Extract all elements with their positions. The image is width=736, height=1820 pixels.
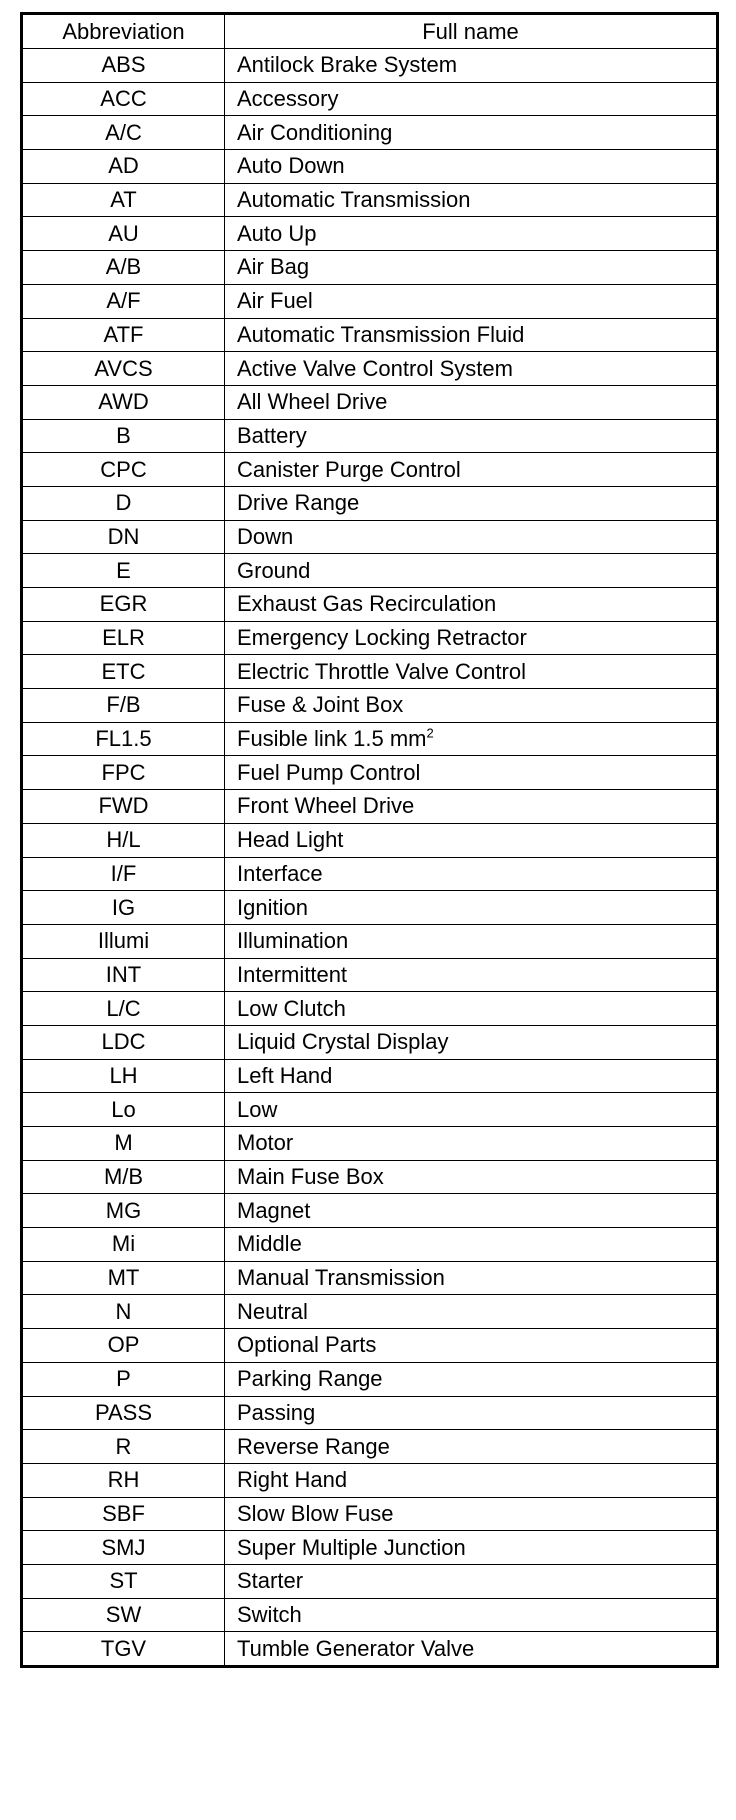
full-name-cell	[225, 722, 718, 756]
full-name-text: Switch	[237, 1601, 302, 1627]
table-row	[22, 520, 718, 554]
full-name-cell	[225, 419, 718, 453]
table-row	[22, 554, 718, 588]
table-row	[22, 588, 718, 622]
table-row	[22, 1059, 718, 1093]
full-name-text: Fuel Pump Control	[237, 759, 421, 785]
table-row	[22, 1463, 718, 1497]
full-name-text: Ignition	[237, 894, 308, 920]
full-name-cell	[225, 116, 718, 150]
full-name-text: Optional Parts	[237, 1332, 377, 1358]
full-name-cell	[225, 1261, 718, 1295]
table-row	[22, 49, 718, 83]
table-row	[22, 1531, 718, 1565]
full-name-cell	[225, 1059, 718, 1093]
table-row	[22, 924, 718, 958]
table-row	[22, 318, 718, 352]
full-name-text: Super Multiple Junction	[237, 1534, 466, 1560]
full-name-cell	[225, 1430, 718, 1464]
full-name-text: Fusible link 1.5 mm	[237, 726, 427, 752]
full-name-text: Passing	[237, 1399, 316, 1425]
full-name-cell	[225, 1632, 718, 1667]
abbreviation-cell: CPC	[22, 453, 225, 487]
full-name-cell	[225, 689, 718, 723]
table-row	[22, 150, 718, 184]
abbreviation-cell: SMJ	[22, 1531, 225, 1565]
full-name-text: Drive Range	[237, 490, 360, 516]
table-row	[22, 1362, 718, 1396]
full-name-text: Electric Throttle Valve Control	[237, 658, 526, 684]
abbreviation-cell: TGV	[22, 1632, 225, 1667]
full-name-cell	[225, 318, 718, 352]
full-name-cell	[225, 385, 718, 419]
table-row	[22, 689, 718, 723]
full-name-cell	[225, 790, 718, 824]
full-name-text: Auto Down	[237, 153, 345, 179]
abbreviation-cell: D	[22, 486, 225, 520]
full-name-cell	[225, 1329, 718, 1363]
full-name-text: Right Hand	[237, 1467, 348, 1493]
full-name-cell	[225, 554, 718, 588]
abbreviation-cell: ACC	[22, 82, 225, 116]
full-name-cell	[225, 857, 718, 891]
full-name-cell	[225, 352, 718, 386]
abbreviation-cell: H/L	[22, 823, 225, 857]
full-name-cell	[225, 183, 718, 217]
full-name-text: Accessory	[237, 86, 339, 112]
table-row	[22, 992, 718, 1026]
table-row	[22, 1261, 718, 1295]
full-name-text: Intermittent	[237, 961, 348, 987]
full-name-text: Magnet	[237, 1197, 311, 1223]
abbreviation-cell: SW	[22, 1598, 225, 1632]
full-name-text: All Wheel Drive	[237, 389, 388, 415]
full-name-cell	[225, 82, 718, 116]
superscript: 2	[426, 725, 434, 741]
full-name-cell	[225, 520, 718, 554]
full-name-text: Neutral	[237, 1298, 308, 1324]
table-row	[22, 655, 718, 689]
abbreviation-cell: L/C	[22, 992, 225, 1026]
full-name-cell	[225, 1127, 718, 1161]
abbreviation-cell: M/B	[22, 1160, 225, 1194]
abbreviation-cell: I/F	[22, 857, 225, 891]
full-name-cell	[225, 621, 718, 655]
table-row	[22, 1598, 718, 1632]
table-row	[22, 1632, 718, 1667]
abbreviation-cell: ETC	[22, 655, 225, 689]
table-row	[22, 1160, 718, 1194]
full-name-cell	[225, 823, 718, 857]
full-name-text: Middle	[237, 1231, 302, 1257]
abbreviation-cell: P	[22, 1362, 225, 1396]
full-name-text: Air Fuel	[237, 288, 313, 314]
abbreviation-cell: PASS	[22, 1396, 225, 1430]
table-row	[22, 1025, 718, 1059]
full-name-text: Canister Purge Control	[237, 456, 461, 482]
full-name-text: Emergency Locking Retractor	[237, 625, 527, 651]
abbreviation-cell: RH	[22, 1463, 225, 1497]
full-name-text: Main Fuse Box	[237, 1164, 384, 1190]
table-row	[22, 385, 718, 419]
full-name-text: Parking Range	[237, 1366, 383, 1392]
table-row	[22, 891, 718, 925]
full-name-text: Low	[237, 1096, 278, 1122]
full-name-text: Illumination	[237, 928, 349, 954]
table-row	[22, 1396, 718, 1430]
abbreviation-cell: LDC	[22, 1025, 225, 1059]
full-name-cell	[225, 958, 718, 992]
abbreviation-cell: LH	[22, 1059, 225, 1093]
abbreviation-cell: MG	[22, 1194, 225, 1228]
full-name-cell	[225, 1362, 718, 1396]
full-name-text: Automatic Transmission Fluid	[237, 321, 525, 347]
full-name-text: Head Light	[237, 827, 344, 853]
table-row	[22, 958, 718, 992]
table-row	[22, 284, 718, 318]
full-name-text: Ground	[237, 557, 311, 583]
table-row	[22, 1430, 718, 1464]
abbreviation-cell: ABS	[22, 49, 225, 83]
full-name-cell	[225, 453, 718, 487]
abbreviation-cell: DN	[22, 520, 225, 554]
full-name-text: Battery	[237, 422, 307, 448]
full-name-text: Automatic Transmission	[237, 187, 471, 213]
abbreviation-cell: ST	[22, 1564, 225, 1598]
full-name-text: Tumble Generator Valve	[237, 1635, 475, 1661]
abbreviation-cell: SBF	[22, 1497, 225, 1531]
abbreviation-cell: ATF	[22, 318, 225, 352]
table-row	[22, 183, 718, 217]
full-name-text: Active Valve Control System	[237, 355, 513, 381]
full-name-cell	[225, 588, 718, 622]
full-name-text: Exhaust Gas Recirculation	[237, 591, 497, 617]
abbreviation-cell: A/C	[22, 116, 225, 150]
full-name-cell	[225, 1598, 718, 1632]
table-row	[22, 1093, 718, 1127]
full-name-text: Air Conditioning	[237, 119, 393, 145]
header-abbreviation: Abbreviation	[22, 14, 225, 49]
table-row	[22, 1194, 718, 1228]
full-name-text: Antilock Brake System	[237, 52, 458, 78]
full-name-cell	[225, 1564, 718, 1598]
full-name-text: Air Bag	[237, 254, 310, 280]
abbreviation-cell: AVCS	[22, 352, 225, 386]
table-row	[22, 82, 718, 116]
full-name-cell	[225, 1025, 718, 1059]
table-row	[22, 790, 718, 824]
abbreviation-table	[20, 12, 719, 1668]
abbreviation-cell: F/B	[22, 689, 225, 723]
abbreviation-cell: Mi	[22, 1228, 225, 1262]
full-name-cell	[225, 756, 718, 790]
table-row	[22, 1564, 718, 1598]
full-name-text: Left Hand	[237, 1062, 333, 1088]
abbreviation-cell: MT	[22, 1261, 225, 1295]
abbreviation-cell: OP	[22, 1329, 225, 1363]
table-header-row	[22, 14, 718, 49]
abbreviation-cell: Illumi	[22, 924, 225, 958]
full-name-cell	[225, 1463, 718, 1497]
abbreviation-cell: B	[22, 419, 225, 453]
full-name-cell	[225, 217, 718, 251]
full-name-text: Motor	[237, 1130, 294, 1156]
full-name-cell	[225, 251, 718, 285]
abbreviation-cell: EGR	[22, 588, 225, 622]
table-row	[22, 1228, 718, 1262]
abbreviation-cell: AWD	[22, 385, 225, 419]
full-name-text: Auto Up	[237, 220, 317, 246]
abbreviation-cell: FL1.5	[22, 722, 225, 756]
table-row	[22, 352, 718, 386]
abbreviation-cell: AD	[22, 150, 225, 184]
full-name-text: Reverse Range	[237, 1433, 390, 1459]
full-name-cell	[225, 1497, 718, 1531]
abbreviation-cell: FPC	[22, 756, 225, 790]
full-name-cell	[225, 1093, 718, 1127]
table-row	[22, 1497, 718, 1531]
full-name-text: Liquid Crystal Display	[237, 1029, 449, 1055]
full-name-cell	[225, 924, 718, 958]
full-name-cell	[225, 1295, 718, 1329]
header-full-name: Full name	[225, 14, 718, 49]
full-name-cell	[225, 49, 718, 83]
table-row	[22, 621, 718, 655]
abbreviation-cell: N	[22, 1295, 225, 1329]
table-row	[22, 756, 718, 790]
abbreviation-cell: E	[22, 554, 225, 588]
full-name-cell	[225, 1531, 718, 1565]
full-name-text: Low Clutch	[237, 995, 346, 1021]
full-name-cell	[225, 1160, 718, 1194]
abbreviation-cell: M	[22, 1127, 225, 1161]
table-row	[22, 251, 718, 285]
full-name-cell	[225, 486, 718, 520]
full-name-text: Interface	[237, 860, 323, 886]
full-name-cell	[225, 284, 718, 318]
table-row	[22, 1329, 718, 1363]
abbreviation-cell: Lo	[22, 1093, 225, 1127]
full-name-cell	[225, 891, 718, 925]
full-name-cell	[225, 1194, 718, 1228]
table-row	[22, 453, 718, 487]
table-row	[22, 116, 718, 150]
table-row	[22, 722, 718, 756]
full-name-text: Slow Blow Fuse	[237, 1500, 394, 1526]
abbreviation-cell: R	[22, 1430, 225, 1464]
full-name-cell	[225, 655, 718, 689]
abbreviation-cell: AT	[22, 183, 225, 217]
table-row	[22, 486, 718, 520]
table-row	[22, 1127, 718, 1161]
abbreviation-cell: AU	[22, 217, 225, 251]
table-row	[22, 823, 718, 857]
abbreviation-cell: IG	[22, 891, 225, 925]
full-name-cell	[225, 992, 718, 1026]
abbreviation-cell: INT	[22, 958, 225, 992]
abbreviation-cell: A/F	[22, 284, 225, 318]
table-body	[22, 49, 718, 1667]
table-row	[22, 1295, 718, 1329]
full-name-text: Down	[237, 523, 294, 549]
full-name-cell	[225, 1396, 718, 1430]
abbreviation-cell: ELR	[22, 621, 225, 655]
full-name-cell	[225, 1228, 718, 1262]
table-row	[22, 419, 718, 453]
full-name-text: Manual Transmission	[237, 1265, 445, 1291]
table-row	[22, 217, 718, 251]
table-row	[22, 857, 718, 891]
abbreviation-cell: FWD	[22, 790, 225, 824]
full-name-text: Front Wheel Drive	[237, 793, 415, 819]
full-name-text: Starter	[237, 1568, 304, 1594]
full-name-cell	[225, 150, 718, 184]
full-name-text: Fuse & Joint Box	[237, 692, 404, 718]
abbreviation-cell: A/B	[22, 251, 225, 285]
